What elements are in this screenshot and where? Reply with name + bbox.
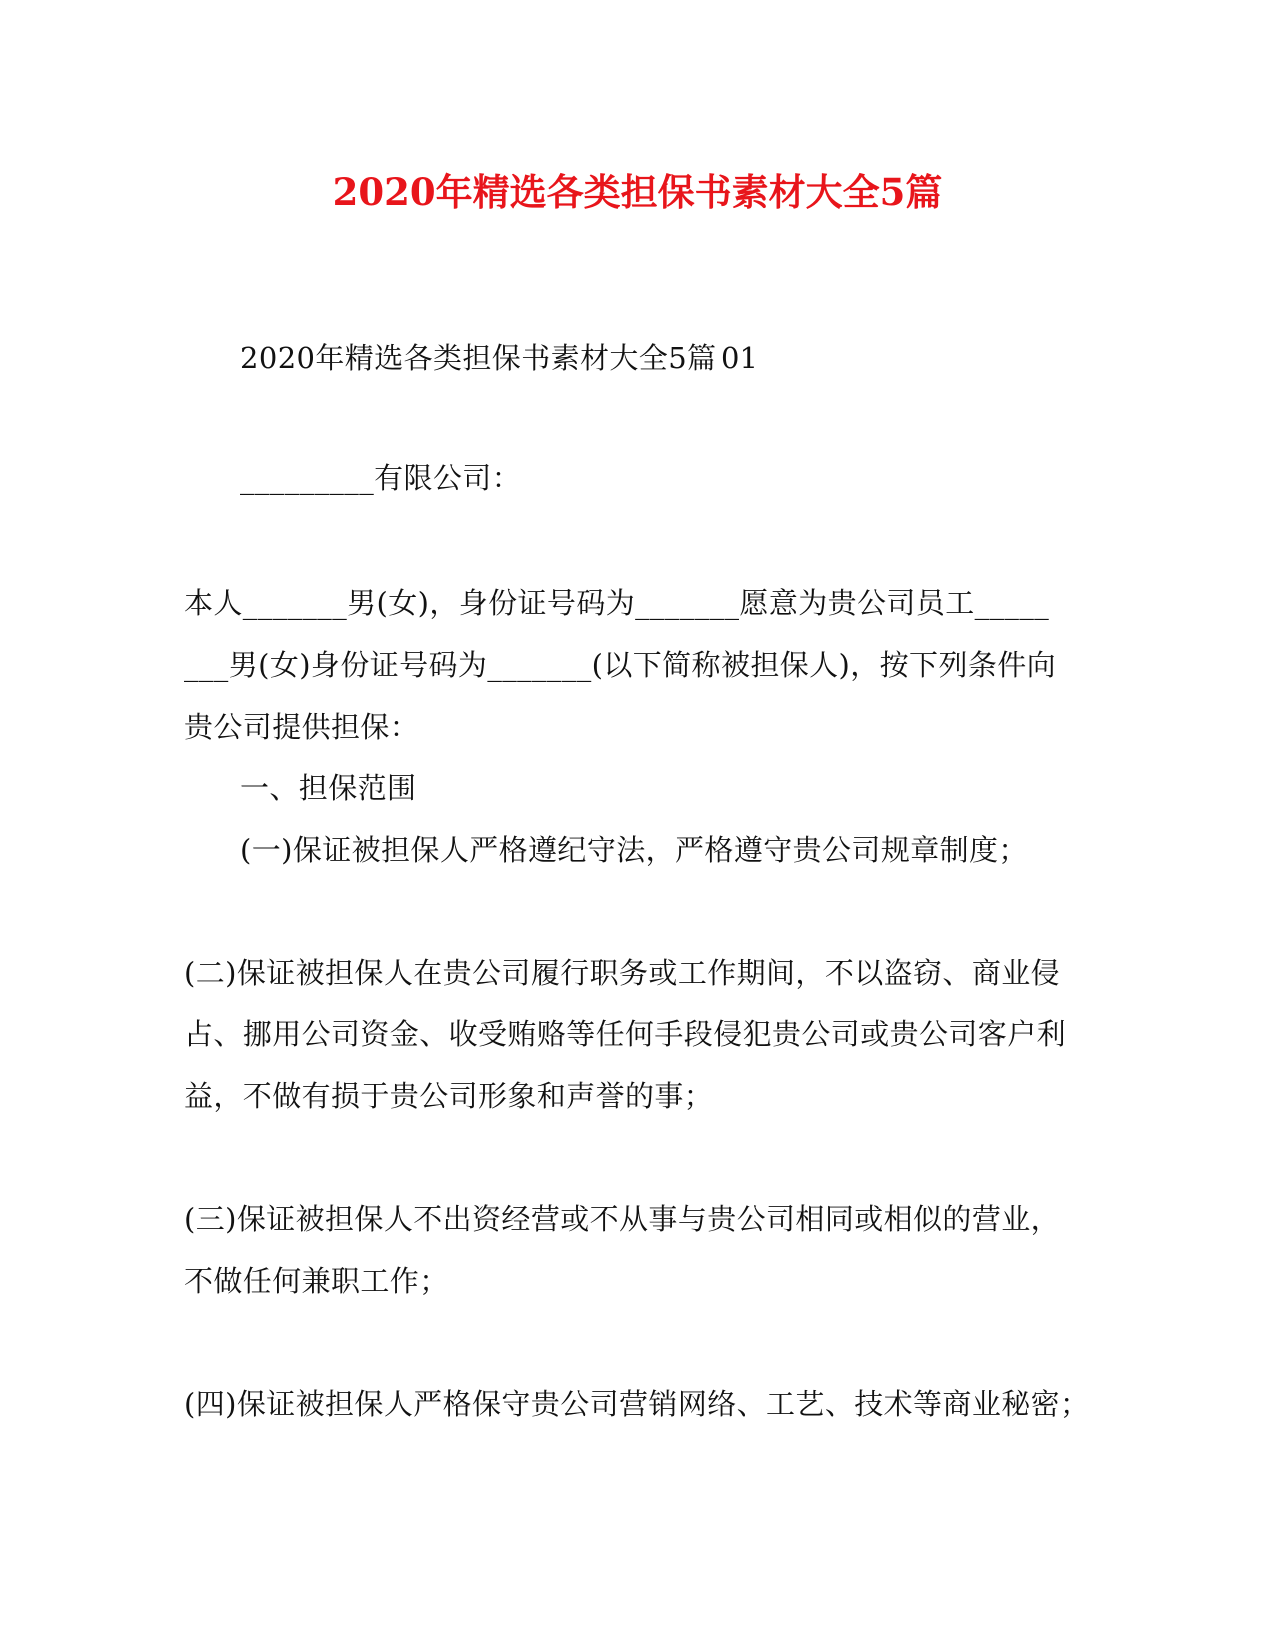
clause-item: (一)保证被担保人严格遵纪守法，严格遵守贵公司规章制度； [240,833,1028,867]
subtitle: 2020年精选各类担保书素材大全5篇 [240,341,717,375]
document-title: 2020年精选各类担保书素材大全5篇 [332,170,943,214]
body-line: 贵公司提供担保： [184,710,420,744]
subtitle-number: 01 [721,341,758,375]
clause-item: (四)保证被担保人严格保守贵公司营销网络、工艺、技术等商业秘密； [184,1387,1090,1421]
clause-item: (三)保证被担保人不出资经营或不从事与贵公司相同或相似的营业， [184,1202,1061,1236]
clause-item: 占、挪用公司资金、收受贿赂等任何手段侵犯贵公司或贵公司客户利 [184,1017,1067,1051]
clause-item: 益，不做有损于贵公司形象和声誉的事； [184,1079,714,1113]
body-line: 本人_______男(女)，身份证号码为_______愿意为贵公司员工_____ [184,586,1050,620]
salutation: _________有限公司： [240,461,522,495]
clause-item: 不做任何兼职工作； [184,1264,449,1298]
clause-item: (二)保证被担保人在贵公司履行职务或工作期间，不以盗窃、商业侵 [184,956,1061,990]
body-line: ___男(女)身份证号码为_______(以下简称被担保人)，按下列条件向 [184,648,1057,682]
section-heading: 一、担保范围 [240,771,417,805]
